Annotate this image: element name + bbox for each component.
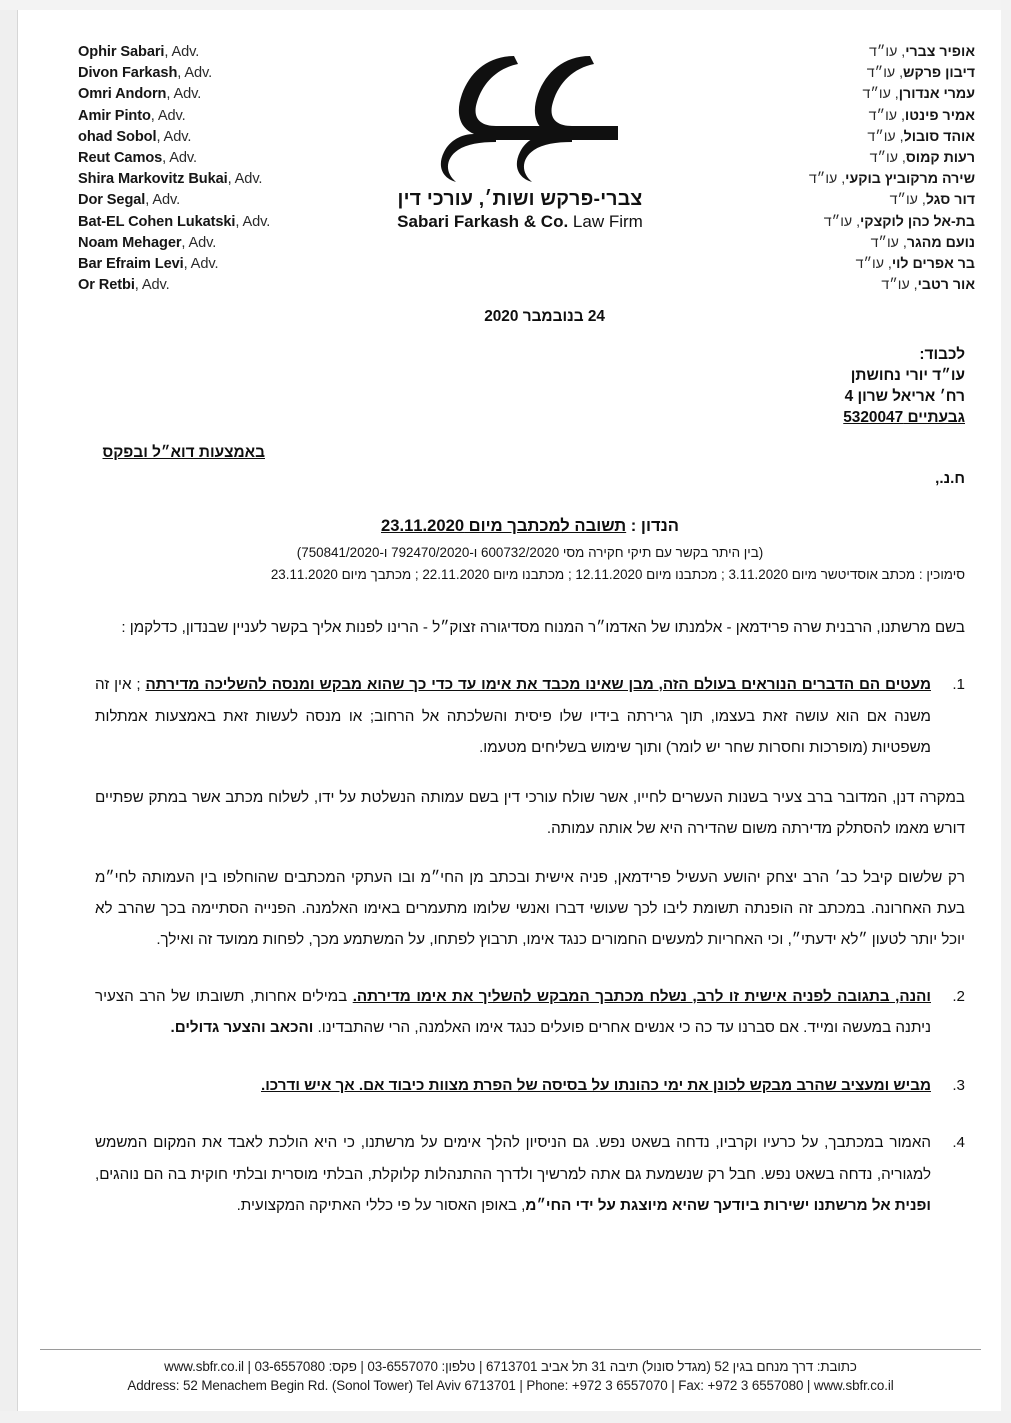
- lawyer-row-en: [78, 63, 270, 84]
- lawyer-row-he: [809, 84, 975, 105]
- lawyer-title-en: , Adv.: [166, 86, 202, 103]
- letterhead: [40, 38, 975, 293]
- lawyer-row-en: [78, 42, 270, 63]
- lawyer-title-he: , עו״ד: [889, 192, 926, 209]
- salutation: ח.נ.,: [935, 470, 965, 487]
- double-swoosh-logo-icon: [422, 54, 618, 184]
- addressee-name: עו״ד יורי נחושתן: [850, 367, 965, 384]
- item-text: ; אין זה משנה אם הוא עושה זאת בעצמו, תוך גרירתה בידיו שלו פיסית והשלכתה אל הרחוב; או מנסה לעשות זאת באמצעות אמתלות משפטיות (מופרכות וחסרות שחר יש לומר) ותוך שימוש בשליחים מטעמו.: [95, 676, 931, 756]
- lawyer-title-he: , עו״ד: [868, 44, 906, 60]
- lawyer-name-he: נועם מהגר: [906, 234, 975, 251]
- lawyer-list-hebrew: [809, 42, 975, 296]
- lawyer-title-he: , עו״ד: [881, 277, 918, 294]
- subject-line: [95, 516, 965, 536]
- footer-address-english: Address: 52 Menachem Begin Rd. (Sonol Tower) Tel Aviv 6713701 | Phone: +972 3 6557070 | Fax: +972 3 6557080 | www.sbfr.co.il: [127, 1378, 894, 1393]
- letter-item: [95, 1127, 965, 1222]
- item-bold-emphasis: ופנית אל מרשתנו ישירות ביודעך שהיא מיוצגת על ידי החי״מ: [525, 1197, 931, 1214]
- footer-divider: [40, 1349, 981, 1350]
- subject-label: הנדון :: [630, 516, 679, 535]
- lawyer-row-en: [78, 169, 270, 190]
- lawyer-title-he: , עו״ד: [862, 86, 899, 103]
- lawyer-name-en: Noam Mehager: [78, 234, 182, 251]
- lawyer-name-he: אור רטבי: [917, 277, 975, 294]
- scan-edge-right: [1001, 0, 1011, 1423]
- lawyer-row-he: [809, 106, 975, 127]
- subject-text: תשובה למכתבך מיום 23.11.2020: [381, 516, 627, 535]
- footer-address-hebrew: כתובת: דרך מנחם בגין 52 (מגדל סונול) תיבה 31 תל אביב 6713701 | טלפון: 03-6557070 | פקס: 03-6557080 | www.sbfr.co.il: [164, 1359, 857, 1374]
- lawyer-title-he: , עו״ד: [855, 256, 892, 273]
- lawyer-name-en: Dor Segal: [78, 192, 146, 209]
- lawyer-name-en: Bar Efraim Levi: [78, 256, 184, 273]
- firm-name-hebrew: צברי-פרקש ושות׳, עורכי דין: [397, 188, 643, 210]
- delivery-method: באמצעות דוא״ל ובפקס: [102, 444, 265, 461]
- lawyer-row-en: [78, 84, 270, 105]
- lawyer-row-en: [78, 233, 270, 254]
- item-emphasis: מעטים הם הדברים הנוראים בעולם הזה, מבן שאינו מכבד את אימו עד כדי כך שהוא מבקש ומנסה להשליכה מדירתה: [145, 676, 931, 693]
- lawyer-title-en: , Adv.: [177, 65, 213, 82]
- lawyer-name-he: אמיר פינטו: [904, 107, 975, 124]
- lawyer-row-he: [809, 127, 975, 148]
- lawyer-row-en: [78, 254, 270, 275]
- lawyer-name-en: Ophir Sabari: [78, 44, 165, 60]
- lawyer-title-en: , Adv.: [164, 44, 200, 60]
- lawyer-title-en: , Adv.: [145, 192, 181, 209]
- lawyer-row-he: [809, 169, 975, 190]
- references-line: סימוכין : מכתב אוסדיטשר מיום 3.11.2020 ; מכתבנו מיום 12.11.2020 ; מכתבנו מיום 22.11.2020 ; מכתבך מיום 23.11.2020: [270, 567, 965, 582]
- lawyer-title-en: , Adv.: [134, 277, 170, 294]
- lawyer-name-en: Shira Markovitz Bukai: [78, 171, 228, 188]
- lawyer-row-he: [809, 275, 975, 296]
- page-footer: [40, 1349, 981, 1393]
- lawyer-title-en: , Adv.: [181, 234, 217, 251]
- lawyer-name-he: אופיר צברי: [905, 44, 975, 60]
- item-text: במילים אחרות, תשובתו של הרב הצעיר ניתנה במעשה ומייד. אם סברנו עד כה כי אנשים אחרים פועלים כנגד אימו האלמנה, הרי שהתבדינו.: [95, 987, 931, 1036]
- firm-name-english: [370, 212, 670, 232]
- lawyer-name-he: דור סגל: [925, 192, 975, 209]
- addressee-city: גבעתיים 5320047: [843, 409, 965, 426]
- lawyer-title-en: , Adv.: [227, 171, 263, 188]
- lawyer-row-en: [78, 127, 270, 148]
- lawyer-title-he: , עו״ד: [823, 213, 861, 230]
- lawyer-title-en: , Adv.: [156, 128, 192, 145]
- lawyer-name-en: Amir Pinto: [78, 107, 151, 124]
- lawyer-name-en: Divon Farkash: [78, 65, 178, 82]
- lawyer-row-he: [809, 190, 975, 211]
- lawyer-name-en: Omri Andorn: [78, 86, 167, 103]
- lawyer-name-he: בר אפרים לוי: [891, 256, 975, 273]
- lawyer-title-he: , עו״ד: [870, 234, 907, 251]
- lawyer-name-en: Reut Camos: [78, 150, 163, 167]
- firm-name-english-rest: Law Firm: [568, 212, 643, 231]
- firm-logo: [370, 54, 670, 232]
- lawyer-row-en: [78, 275, 270, 296]
- lawyer-name-he: דיבון פרקש: [903, 65, 975, 82]
- lawyer-title-he: , עו״ד: [866, 65, 904, 82]
- addressee-to-label: לכבוד:: [919, 346, 965, 363]
- lawyer-title-he: , עו״ד: [867, 128, 904, 145]
- lawyer-title-en: , Adv.: [150, 107, 186, 124]
- addressee-street: רח׳ אריאל שרון 4: [844, 388, 965, 405]
- item-text: האמור במכתבך, על כרעיו וקרביו, נדחה בשאט נפש. גם הניסיון להלך אימים על מרשתנו, כי היא הולכת לאבד את המקום המשמש למגוריה, נדחה בשאט נפש. חבל רק שנשמעת גם אתה למרשיך ולדרך ההתנהלות קלוקלת, הבלתי מוסרית ובלתי חוקית בה הם נוהגים,: [95, 1134, 931, 1183]
- letter-body: [95, 300, 965, 1222]
- lawyer-name-he: רעות קמוס: [905, 150, 975, 167]
- item-bold-tail: והכאב והצער גדולים.: [170, 1019, 318, 1036]
- lawyer-name-en: Bat-EL Cohen Lukatski: [78, 213, 236, 230]
- numbered-items: [95, 669, 965, 1222]
- lawyer-row-he: [809, 42, 975, 63]
- lawyer-name-en: Or Retbi: [78, 277, 135, 294]
- lawyer-row-en: [78, 148, 270, 169]
- lawyer-row-en: [78, 212, 270, 233]
- lawyer-name-he: אוהד סובול: [903, 128, 975, 145]
- lawyer-row-he: [809, 63, 975, 84]
- lawyer-name-en: ohad Sobol: [78, 128, 157, 145]
- item-emphasis: והנה, בתגובה לפניה אישית זו לרב, נשלח מכתבך המבקש להשליך את אימו מדירתה.: [352, 987, 931, 1005]
- lawyer-row-he: [809, 148, 975, 169]
- lawyer-title-he: , עו״ד: [869, 150, 906, 167]
- scan-edge-left: [0, 0, 18, 1423]
- lawyer-name-he: שירה מרקוביץ בוקעי: [845, 171, 975, 188]
- lawyer-row-he: [809, 254, 975, 275]
- lawyer-title-en: , Adv.: [162, 150, 197, 167]
- item-sub-paragraph: רק שלשום קיבל כב׳ הרב יצחק יהושע העשיל פרידמאן, פניה אישית ובכתב מן החי״מ ובו העתקי המכתבים שהוחלפו בין העמותה לחי״מ בעת האחרונה. במכתב זה הופנתה תשומת ליבו לכך שעושי דברו ואנשי שלומו מתעמרים באימו האלמנה. הפנייה הסתיימה בכך שהרב לא יוכל יותר לטעון ״לא ידעתי״, וכי האחריות למעשים החמורים כנגד אימו, תרבוץ לפתחו, על המשתמע מכך, לפחות ממועד זה ואילך.: [95, 868, 965, 948]
- lawyer-row-en: [78, 190, 270, 211]
- lawyer-row-he: [809, 212, 975, 233]
- letter-item: [95, 669, 965, 764]
- letter-date: 24 בנובמבר 2020: [484, 308, 605, 325]
- letter-item: [95, 1070, 965, 1102]
- scan-edge-top: [0, 0, 1011, 10]
- lawyer-title-en: , Adv.: [235, 213, 271, 230]
- lawyer-row-en: [78, 106, 270, 127]
- item-text-tail: , באופן האסור על פי כללי האתיקה המקצועית.: [236, 1197, 526, 1214]
- addressee-block: [95, 344, 965, 428]
- lawyer-name-he: בת-אל כהן לוקצקי: [860, 213, 975, 230]
- scan-edge-bottom: [0, 1411, 1011, 1423]
- lawyer-list-english: [78, 42, 270, 296]
- letter-item: [95, 981, 965, 1044]
- lawyer-row-he: [809, 233, 975, 254]
- firm-name-english-bold: Sabari Farkash & Co.: [397, 212, 569, 231]
- lawyer-title-he: , עו״ד: [808, 171, 846, 188]
- intro-paragraph: בשם מרשתנו, הרבנית שרה פרידמאן - אלמנתו של האדמו״ר המנוח מסדיגורה זצוק״ל - הרינו לפנות אליך בקשר לעניין שבנדון, כדלקמן :: [121, 619, 965, 636]
- lawyer-title-he: , עו״ד: [868, 107, 905, 124]
- item-emphasis: מביש ומעציב שהרב מבקש לכונן את ימי כהונתו על בסיסה של הפרת מצוות כיבוד אם. אך איש ודרכו.: [261, 1076, 931, 1094]
- delivery-and-salutation-row: [95, 444, 965, 487]
- investigation-file-note: (בין היתר בקשר עם תיקי חקירה מסי 600732/2020 ו-792470/2020 ו-750841/2020): [296, 545, 764, 560]
- item-sub-paragraph: במקרה דנן, המדובר ברב צעיר בשנות העשרים לחייו, אשר שולח עורכי דין בשם עמותה הנשלטת על ידו, לשלוח מכתב אשר במתק שפתיים דורש מאמו להסתלק מדירתה משום שהדירה היא של אותה עמותה.: [95, 788, 965, 837]
- lawyer-name-he: עמרי אנדורן: [898, 86, 975, 103]
- lawyer-title-en: , Adv.: [183, 256, 219, 273]
